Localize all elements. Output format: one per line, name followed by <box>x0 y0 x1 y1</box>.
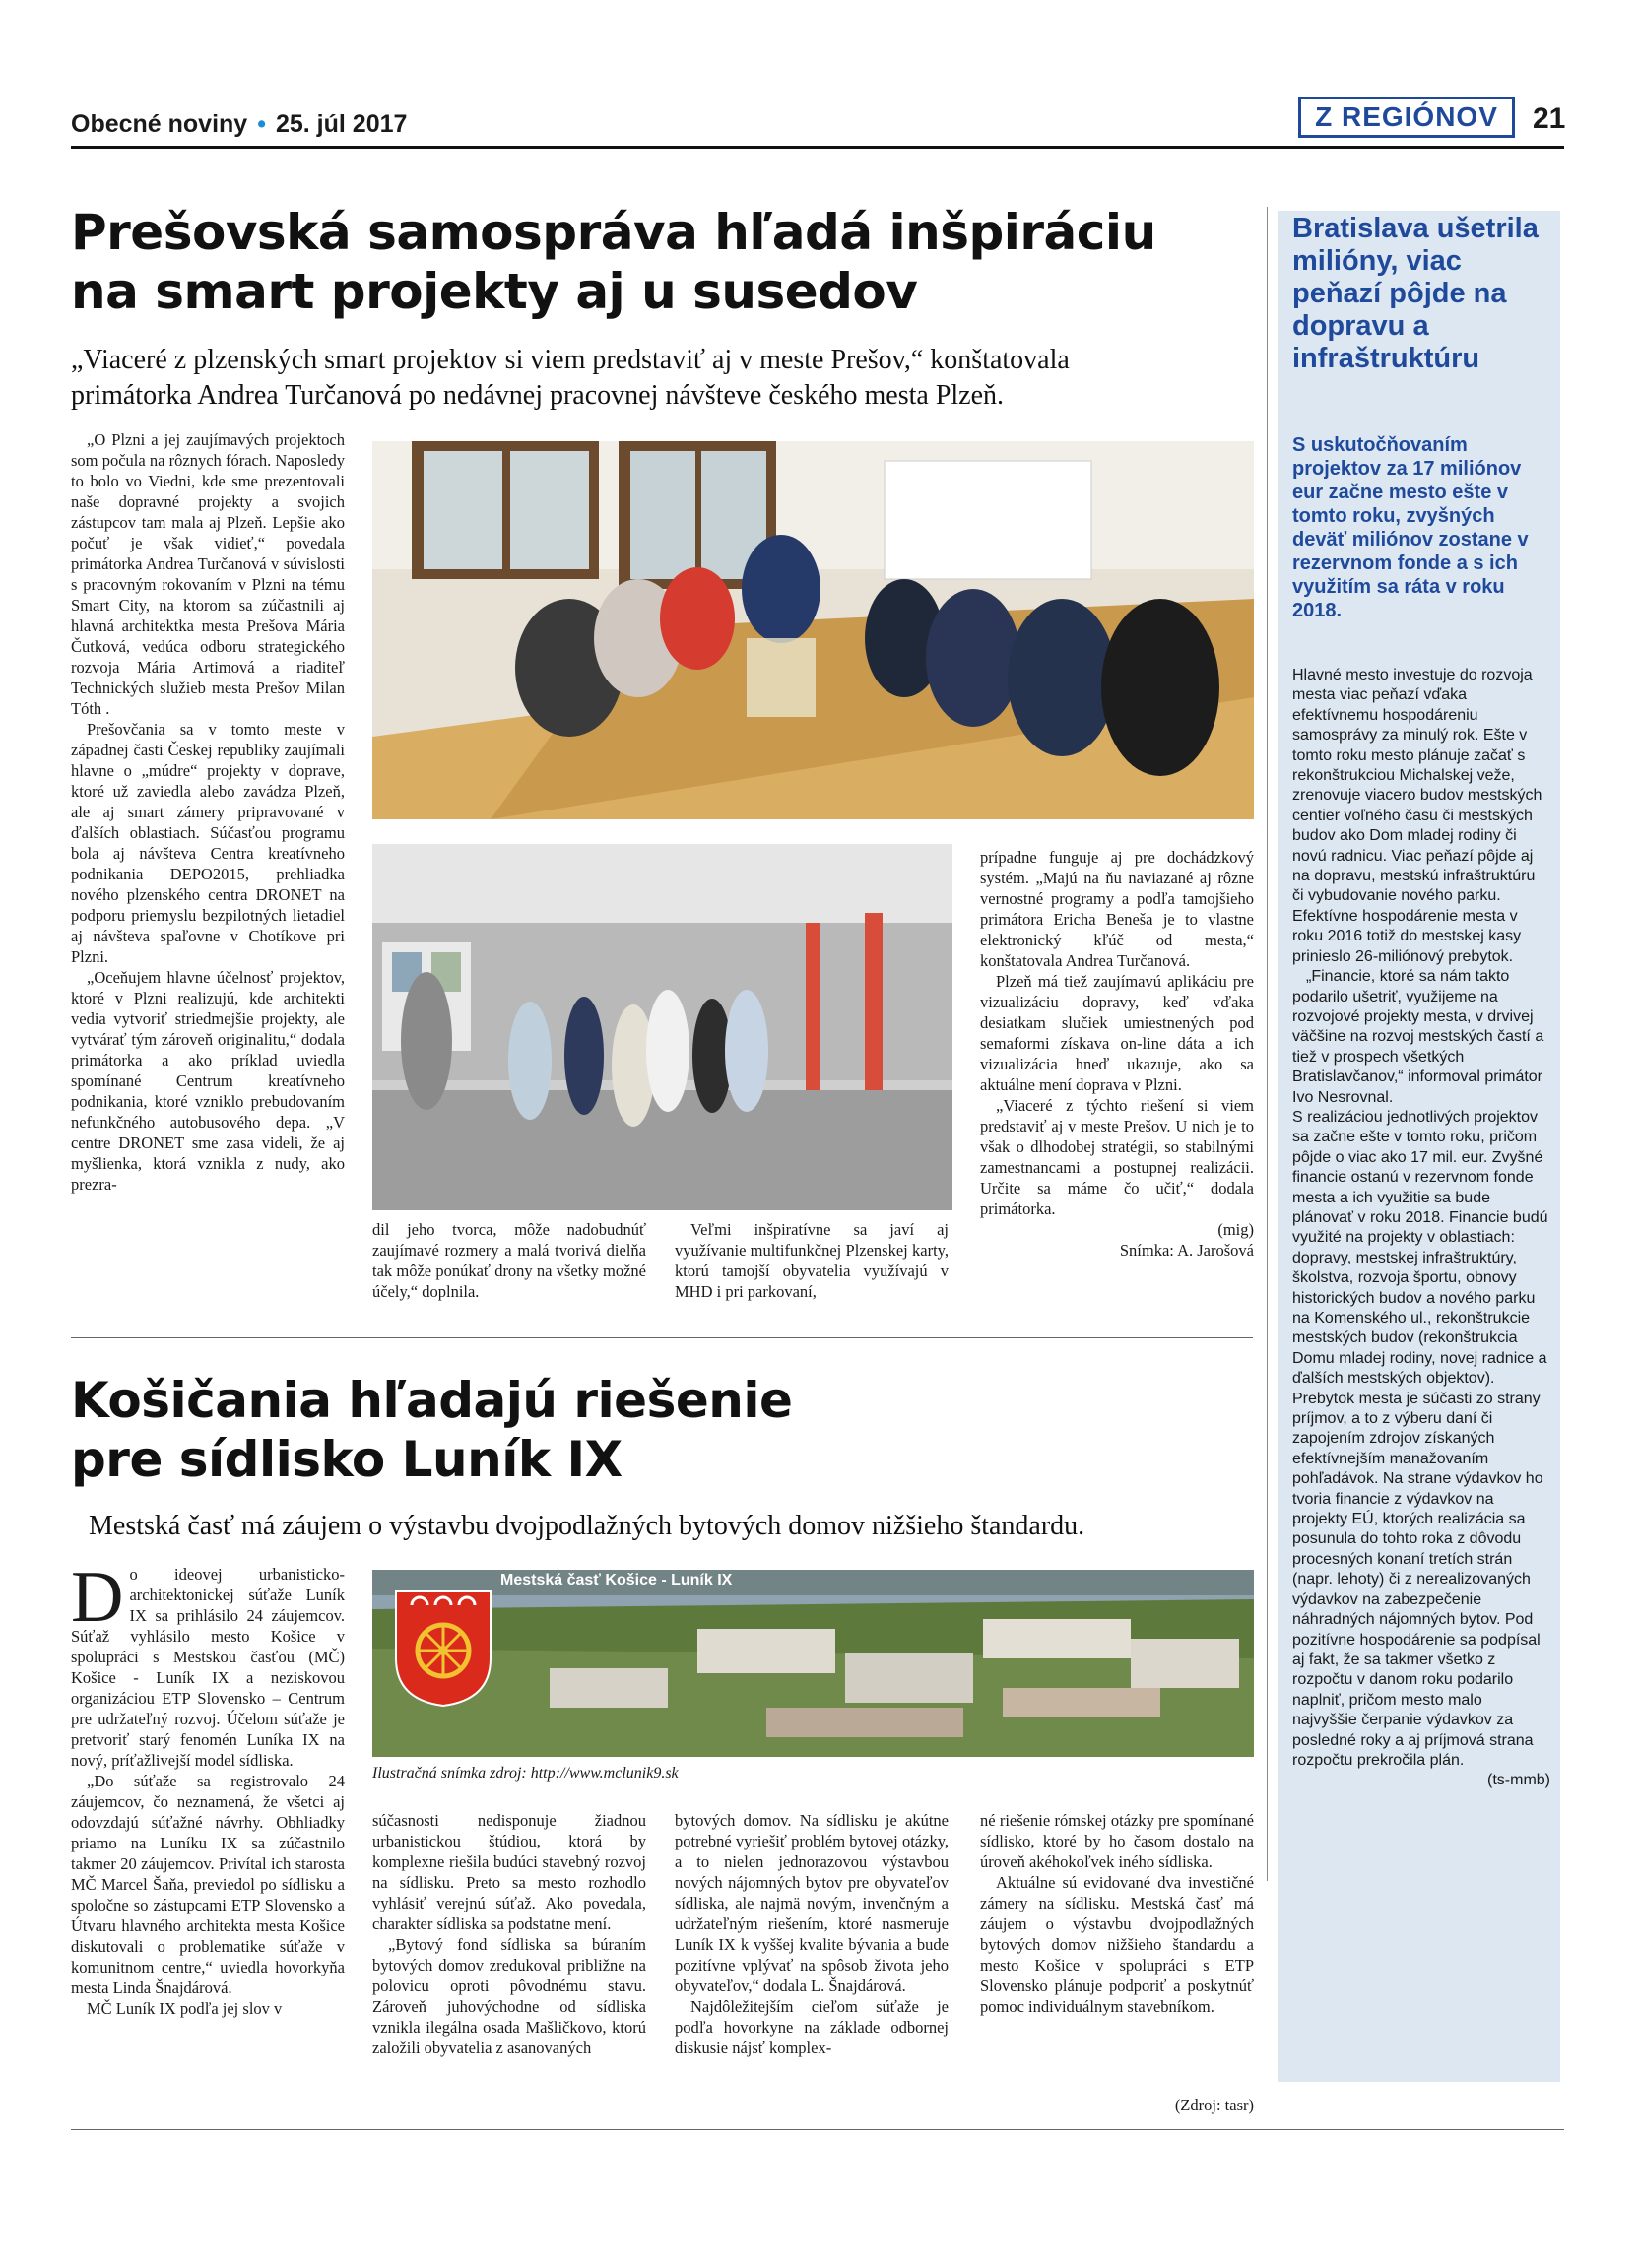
article2-col2-paragraph: „Bytový fond sídliska sa búraním bytových domov zredukoval približne na polovicu oproti pôvodnému stavu. Zároveň juhovýchodne od sídliska vznikla ilegálna osada Mašličkovo, ktorú založili obyvatelia z asanovaných <box>372 1935 646 2057</box>
lunik-photo-illustration <box>372 1570 1254 1757</box>
sidebar-paragraph: S realizáciou jednotlivých projektov sa začne ešte v tomto roku, pričom pôjde o viac ako 17 mil. eur. Zvyšné financie ostanú v rezervnom fonde mesta a ich využitie sa bude plánovať v roku 2018. Financie budú využité na projekty v oblastiach: dopravy, mestskej infraštruktúry, školstva, rozvoja športu, obnovy historických budov a nového parku na Komenského ul., rekonštrukcie mestských budov (rekonštrukcia Domu mladej rodiny, novej radnice a ďalších mestských objektov). <box>1292 1108 1548 1388</box>
article2-column-1 <box>71 1557 345 2019</box>
article1-col4-paragraph: prípadne funguje aj pre dochádzkový systém. „Majú na ňu naviazané aj rôzne vernostné programy a podľa tamojšieho primátora Ericha Beneša je to vlastne elektronický kľúč od mesta,“ konštatovala Andrea Turčanová. <box>980 848 1254 970</box>
article2-headline-line2: pre sídlisko Luník IX <box>71 1431 623 1488</box>
publication-name: Obecné noviny <box>71 110 248 138</box>
article2-col1-text: o ideovej urbanisticko-architektonickej súťaže Luník IX sa prihlásilo 24 záujemcov. Súťaž vyhlásilo mesto Košice v spolupráci s Mestskou časťou (MČ) Košice - Luník IX a neziskovou organizáciou ETP Slovensko – Centrum pre udržateľný rozvoj. Účelom súťaže je pretvoriť starý fenomén Luníka IX na nový, príťažlivejší model sídliska. <box>71 1565 345 1770</box>
lunik-photo <box>372 1570 1254 1757</box>
article1-col4-paragraph: „Viaceré z týchto riešení si viem predstaviť aj v meste Prešov. U nich je to však o dlhodobej stratégii, so stabilnými zamestnancami a postupnej realizácii. Určite sa máme čo učiť,“ dodala primátorka. <box>980 1096 1254 1218</box>
article1-photo-credit: Snímka: A. Jarošová <box>1119 1241 1254 1260</box>
sidebar-paragraph: Hlavné mesto investuje do rozvoja mesta viac peňazí vďaka efektívnemu hospodáreniu samosprávy za minulý rok. Ešte v tomto roku mesto plánuje začať s rekonštrukciou Michalskej veže, zrenovuje viacero budov mestských centier voľného času či mestských budov ako Dom mladej rodiny či novú radnicu. Viac peňazí pôjde aj na dopravu, mestskú infraštruktúru či vybudovanie nového parku. Efektívne hospodárenie mesta v roku 2016 totiž do mestskej kasy prinieslo 26-miliónový prebytok. <box>1292 667 1542 965</box>
article2-col1-paragraph: MČ Luník IX podľa jej slov v <box>87 1999 283 2018</box>
article1-column-4 <box>980 847 1254 1261</box>
section-label: Z REGIÓNOV <box>1298 97 1515 138</box>
lunik-photo-banner: Mestská časť Košice - Luník IX <box>500 1572 733 1588</box>
article1-headline <box>71 203 1253 321</box>
article1-col2-paragraph: dil jeho tvorca, môže nadobudnúť zaujímavé rozmery a malá tvorivá dielňa tak môže ponúkať drony na všetky možné účely,“ doplnila. <box>372 1220 646 1301</box>
article2-headline <box>71 1371 1253 1489</box>
sidebar-body <box>1292 666 1550 1791</box>
article2-col4-paragraph: Aktuálne sú evidované dva investičné zámery na sídlisku. Mestská časť má záujem o výstavbu dvojpodlažných bytových domov nižšieho štandardu a mesto Košice v spolupráci s ETP Slovensko plánuje podporiť a poskytnúť pomoc individuálnym stavebníkom. <box>980 1873 1254 2016</box>
article-divider <box>71 1337 1253 1338</box>
sidebar-title: Bratislava ušetrila milióny, viac peňazí pôjde na dopravu a infraštruktúru <box>1292 213 1539 374</box>
separator-dot: • <box>257 110 266 138</box>
article2-col1-paragraph: „Do súťaže sa registrovalo 24 záujemcov, čo neznamená, že všetci aj odovzdajú súťažné návrhy. Obhliadky priamo na Luníku IX sa zúčastnilo takmer 20 záujemcov. Privítal ich starosta MČ Marcel Šaňa, previedol po sídlisku a spoločne so zástupcami ETP Slovensko a Útvaru hlavného architekta mesta Košice diskutovali o problematike súťaže v komunitnom centre,“ uviedla hovorkyňa mesta Linda Šnajdárová. <box>71 1772 345 1997</box>
lunik-coat-of-arms <box>394 1589 492 1708</box>
issue-date: 25. júl 2017 <box>275 110 408 138</box>
article1-lead-line2: primátorka Andrea Turčanová po nedávnej pracovnej návšteve českého mesta Plzeň. <box>71 380 1005 411</box>
lunik-photo-caption: Ilustračná snímka zdroj: http://www.mclunik9.sk <box>372 1765 679 1782</box>
meeting-photo-illustration <box>372 441 1254 819</box>
article1-lead <box>71 343 1253 414</box>
sidebar-lead: S uskutočňovaním projektov za 17 miliónov eur začne mesto ešte v tomto roku, zvyšných deväť miliónov zostane v rezervnom fonde a s ich využitím sa ráta v roku 2018. <box>1292 434 1529 621</box>
article1-col1-paragraph: Prešovčania sa v tomto meste v západnej časti Českej republiky zaujímali hlavne o „múdre“ projekty v doprave, ktoré už zaviedla alebo zavádza Plzeň, ale aj smart zámery pripravované v ďalších oblastiach. Súčasťou programu bola aj návšteva Centra kreatívneho podnikania DEPO2015, prehliadka nového plzenského centra DRONET na podporu priemyslu bezpilotných lietadiel aj návšteva spaľovne v Chotíkove pri Plzni. <box>71 720 345 966</box>
article1-col1-paragraph: „O Plzni a jej zaujímavých projektoch som počula na rôznych fórach. Naposledy to bolo vo Viedni, kde sme prezentovali naše dopravné projekty a svojich zástupcov tam mala aj Plzeň. Lepšie ako počuť je však vidieť,“ povedala primátorka Andrea Turčanová v súvislosti s pracovným rokovaním v Plzni na tému Smart City, na ktorom sa zúčastnili aj hlavná architektka mesta Prešova Mária Čutková, vedúca odboru strategického rozvoja Mária Artimová a riaditeľ Technických služieb mesta Prešov Milan Tóth . <box>71 430 345 718</box>
article2-column-3 <box>675 1810 949 2058</box>
header-rule <box>71 146 1564 149</box>
article1-column-2 <box>372 1219 646 1302</box>
article1-headline-line2: na smart projekty aj u susedov <box>71 263 918 320</box>
footer-rule <box>71 2129 1564 2130</box>
article1-col1-paragraph: „Oceňujem hlavne účelnosť projektov, ktoré v Plzni realizujú, kde architekti vedia vytvoriť striedmejšie projekty, ale vytvárať tým zároveň originalitu,“ dodala primátorka a ako príklad uviedla spomínané Centrum kreatívneho podnikania, ktoré vzniklo prebudovaním nefunkčného autobusového depa. „V centre DRONET sme zasa videli, že aj myšlienka, ktorá vznikla z nudy, ako prezra- <box>71 968 345 1194</box>
page-number: 21 <box>1533 102 1566 135</box>
article1-col3-paragraph: Veľmi inšpiratívne sa javí aj využívanie multifunkčnej Plzenskej karty, ktorú tamojší obyvatelia využívajú v MHD i pri parkovaní, <box>675 1220 949 1301</box>
sidebar-paragraph: Prebytok mesta je súčasti zo strany príjmov, a to z výberu daní či zapojením zdrojov získaných efektívnejším manažovaním pohľadávok. Na strane výdavkov ho tvoria financie z výdavkov na projekty EÚ, ktorých realizácia sa posunula do tohto roka z dôvodu procesných konaní tretích strán (napr. lehoty) či z nerealizovaných výdavkov na zabezpečenie náhradných nájomných bytov. Pod pozitívne hospodárenie sa podpísal aj fakt, že sa takmer všetko z rozpočtu v danom roku podarilo naplniť, pričom mesto malo najvyššie čerpanie výdavkov za posledné roky a aj príjmová strana rozpočtu prekročila plán. <box>1292 1390 1543 1769</box>
article2-col1-paragraph-first <box>71 1557 345 1771</box>
article2-col4-paragraph: né riešenie rómskej otázky pre spomínané sídlisko, ktoré by ho časom dostalo na úroveň akéhokoľvek iného sídliska. <box>980 1811 1254 1871</box>
hall-photo <box>372 844 952 1210</box>
article1-column-1 <box>71 429 345 1195</box>
sidebar-paragraph: „Financie, ktoré sa nám takto podarilo ušetriť, využijeme na rozvojové projekty mesta, v drvivej väčšine na rozvoj mestských častí a tiež v prospech všetkých Bratislavčanov,“ informoval primátor Ivo Nesrovnal. <box>1292 968 1544 1106</box>
article2-headline-line1: Košičania hľadajú riešenie <box>71 1372 793 1429</box>
coat-of-arms-icon <box>394 1589 492 1708</box>
article2-lead: Mestská časť má záujem o výstavbu dvojpodlažných bytových domov nižšieho štandardu. <box>89 1511 1085 1541</box>
article1-signature: (mig) <box>1217 1220 1254 1239</box>
article2-col2-paragraph: súčasnosti nedisponuje žiadnou urbanistickou štúdiou, ktorá by komplexne riešila budúci stavebný rozvoj na sídlisku. Preto sa mesto rozhodlo vyhlásiť verejnú súťaž. Ako povedala, charakter sídliska sa podstatne mení. <box>372 1811 646 1933</box>
article1-headline-line1: Prešovská samospráva hľadá inšpiráciu <box>71 204 1156 261</box>
article2-column-4 <box>980 1810 1254 2017</box>
article1-column-3 <box>675 1219 949 1302</box>
article2-col3-paragraph: Najdôležitejším cieľom súťaže je podľa hovorkyne na základe odbornej diskusie nájsť komplex- <box>675 1997 949 2057</box>
hall-photo-illustration <box>372 844 952 1210</box>
meeting-photo <box>372 441 1254 819</box>
sidebar-signature: (ts-mmb) <box>1487 1772 1550 1789</box>
sidebar-divider <box>1267 207 1268 1881</box>
article2-source: (Zdroj: tasr) <box>1174 2096 1254 2114</box>
article2-column-2 <box>372 1810 646 2058</box>
article1-col4-paragraph: Plzeň má tiež zaujímavú aplikáciu pre vizualizáciu dopravy, keď vďaka desiatkam slučiek umiestnených pod semaformi získava on-line dáta a ich vizualizácia hneď ukazuje, ako sa aktuálne mení doprava v Plzni. <box>980 972 1254 1094</box>
article2-dropcap: D <box>71 1557 124 1638</box>
article1-lead-line1: „Viaceré z plzenských smart projektov si viem predstaviť aj v meste Prešov,“ konštatovala <box>71 345 1070 375</box>
masthead <box>71 110 407 139</box>
article2-col3-paragraph: bytových domov. Na sídlisku je akútne potrebné vyriešiť problém bytovej otázky, a to nielen jednorazovou výstavbou nových nájomných bytov pre obyvateľov sídliska, ale najmä novým, invenčným a udržateľným riešením, ktoré nasmeruje Luník IX k vyššej kvalite bývania a bude pozitívne vplývať na spôsob života jeho obyvateľov,“ dodala L. Šnajdárová. <box>675 1811 949 1995</box>
